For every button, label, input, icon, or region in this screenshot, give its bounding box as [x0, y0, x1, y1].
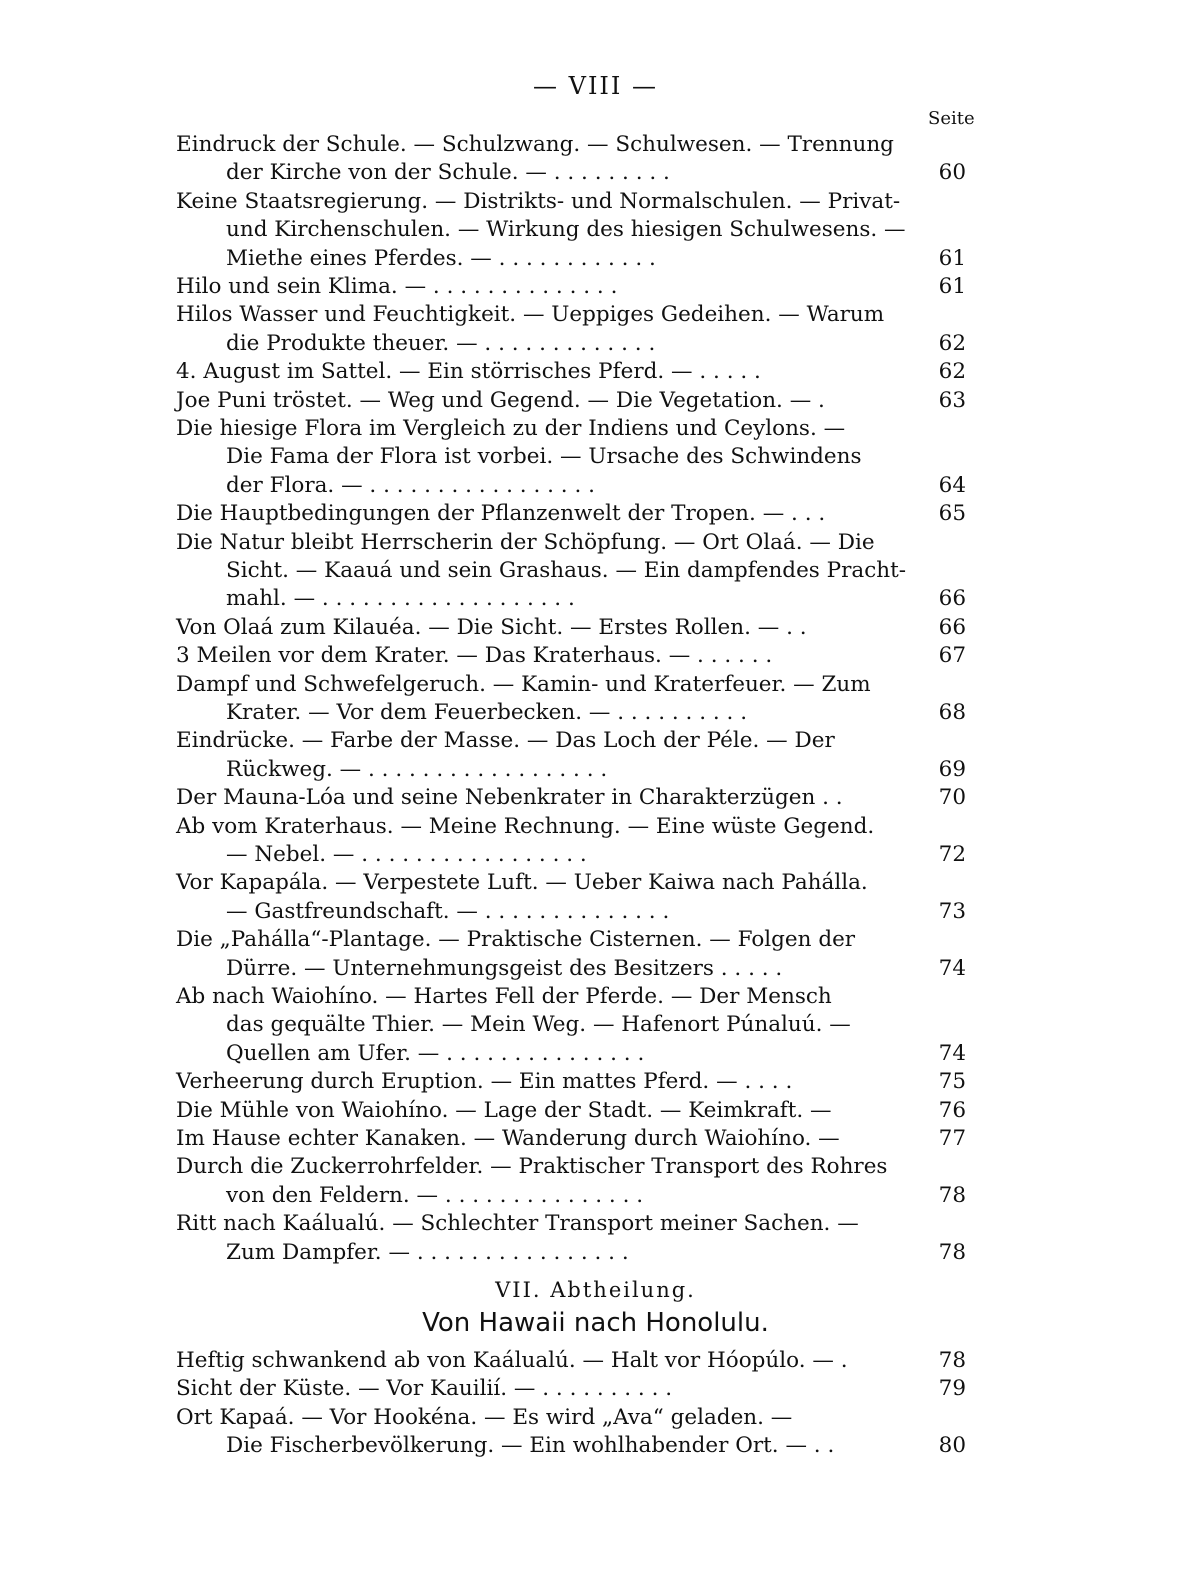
toc-page-number: 80: [938, 1433, 966, 1459]
toc-entry-text: das gequälte Thier. — Mein Weg. — Hafenort Púnaluú. —: [226, 1012, 851, 1038]
toc-page-number: 66: [938, 614, 966, 640]
toc-entry-text: Rückweg. — . . . . . . . . . . . . . . . . . .: [226, 756, 608, 782]
toc-page-number: 68: [938, 700, 966, 725]
toc-line: [0, 1039, 1191, 1069]
page-column-label: Seite: [928, 108, 975, 129]
toc-line: [0, 414, 1191, 444]
toc-entry-text: Hilos Wasser und Feuchtigkeit. — Ueppiges Gedeihen. — Warum: [176, 302, 885, 328]
toc-entry-text: Ort Kapaá. — Vor Hookéna. — Es wird „Ava“ geladen. —: [176, 1404, 793, 1430]
toc-page-number: 62: [938, 359, 966, 385]
toc-page-number: 78: [938, 1239, 966, 1265]
toc-line: [0, 897, 1191, 927]
toc-line: [0, 1067, 1191, 1097]
toc-page-number: 78: [938, 1348, 966, 1373]
toc-entry-text: Die Hauptbedingungen der Pflanzenwelt der Tropen. — . . .: [176, 501, 826, 527]
section-subtitle: Von Hawaii nach Honolulu.: [422, 1308, 769, 1338]
toc-page-number: 70: [938, 785, 966, 811]
toc-line: [0, 1403, 1191, 1433]
toc-line: [0, 215, 1191, 245]
toc-line: [0, 1431, 1191, 1461]
toc-line: [0, 698, 1191, 728]
toc-page-number: 66: [938, 586, 966, 612]
toc-page-number: 69: [938, 756, 966, 782]
toc-entry-text: Durch die Zuckerrohrfelder. — Praktischer Transport des Rohres: [176, 1154, 888, 1180]
toc-page-number: 62: [938, 330, 966, 356]
toc-line: [0, 1181, 1191, 1211]
toc-entry-text: mahl. — . . . . . . . . . . . . . . . . . . .: [226, 586, 575, 612]
toc-entry-text: — Gastfreundschaft. — . . . . . . . . . . . . . .: [226, 898, 670, 924]
toc-line: [0, 442, 1191, 472]
toc-entry-text: Krater. — Vor dem Feuerbecken. — . . . . . . . . . .: [226, 700, 748, 725]
toc-page-number: 67: [938, 643, 966, 669]
toc-page-number: 73: [938, 898, 966, 924]
toc-line: [0, 272, 1191, 302]
toc-line: [0, 868, 1191, 898]
toc-page-number: 65: [938, 501, 966, 527]
toc-page-number: 72: [938, 842, 966, 867]
toc-line: [0, 613, 1191, 643]
toc-entry-text: Miethe eines Pferdes. — . . . . . . . . . . . .: [226, 245, 656, 271]
toc-line: [0, 840, 1191, 870]
toc-page-number: 74: [938, 955, 966, 981]
toc-line: [0, 812, 1191, 842]
toc-page-number: 64: [938, 472, 966, 498]
toc-line: [0, 641, 1191, 671]
toc-page-number: 78: [938, 1182, 966, 1208]
toc-entry-text: 3 Meilen vor dem Krater. — Das Kraterhaus. — . . . . . .: [176, 643, 773, 669]
toc-line: [0, 528, 1191, 558]
toc-line: [0, 187, 1191, 217]
toc-entry-text: 4. August im Sattel. — Ein störrisches Pferd. — . . . . .: [176, 359, 761, 385]
toc-entry-text: Ritt nach Kaálualú. — Schlechter Transport meiner Sachen. —: [176, 1211, 859, 1237]
toc-page-number: 76: [938, 1097, 966, 1123]
toc-entry-text: Die Mühle von Waiohíno. — Lage der Stadt. — Keimkraft. —: [176, 1097, 832, 1123]
toc-line: [0, 244, 1191, 274]
toc-entry-text: der Kirche von der Schule. — . . . . . . . . .: [226, 160, 670, 186]
toc-entry-text: Die „Pahálla“-Plantage. — Praktische Cisternen. — Folgen der: [176, 927, 856, 953]
toc-line: [0, 386, 1191, 416]
toc-line: [0, 925, 1191, 955]
toc-line: [0, 499, 1191, 529]
toc-line: [0, 357, 1191, 387]
toc-line: [0, 130, 1191, 160]
toc-line: [0, 1346, 1191, 1376]
section-title: VII. Abtheilung.: [495, 1278, 696, 1302]
toc-entry-text: Die Natur bleibt Herrscherin der Schöpfung. — Ort Olaá. — Die: [176, 529, 875, 555]
toc-entry-text: Eindruck der Schule. — Schulzwang. — Schulwesen. — Trennung: [176, 132, 894, 157]
toc-entry-text: Ab nach Waiohíno. — Hartes Fell der Pferde. — Der Mensch: [176, 984, 832, 1009]
toc-line: [0, 1374, 1191, 1404]
toc-page-number: 61: [938, 274, 966, 299]
toc-line: [0, 670, 1191, 700]
toc-entry-text: Keine Staatsregierung. — Distrikts- und Normalschulen. — Privat-: [176, 188, 901, 214]
toc-entry-text: Dürre. — Unternehmungsgeist des Besitzers . . . . .: [226, 955, 783, 981]
toc-entry-text: Verheerung durch Eruption. — Ein mattes Pferd. — . . . .: [176, 1069, 793, 1095]
toc-entry-text: Ab vom Kraterhaus. — Meine Rechnung. — Eine wüste Gegend.: [176, 813, 875, 839]
toc-entry-text: von den Feldern. — . . . . . . . . . . . . . . .: [226, 1182, 644, 1208]
toc-line: [0, 1152, 1191, 1182]
toc-line: [0, 471, 1191, 501]
toc-entry-text: Die Fama der Flora ist vorbei. — Ursache des Schwindens: [226, 444, 862, 470]
toc-line: [0, 1010, 1191, 1040]
toc-entry-text: Der Mauna-Lóa und seine Nebenkrater in Charakterzügen . .: [176, 785, 843, 811]
toc-page-number: 77: [938, 1126, 966, 1151]
toc-entry-text: die Produkte theuer. — . . . . . . . . . . . . .: [226, 330, 656, 356]
toc-page-number: 75: [938, 1069, 966, 1095]
toc-entry-text: Joe Puni tröstet. — Weg und Gegend. — Die Vegetation. — .: [176, 387, 825, 413]
toc-line: [0, 755, 1191, 785]
toc-entry-text: Quellen am Ufer. — . . . . . . . . . . . . . . .: [226, 1040, 645, 1066]
toc-entry-text: Zum Dampfer. — . . . . . . . . . . . . . . . .: [226, 1239, 629, 1265]
toc-line: [0, 1096, 1191, 1126]
toc-line: [0, 954, 1191, 984]
page-header: — VIII —: [532, 72, 659, 100]
toc-entry-text: Heftig schwankend ab von Kaálualú. — Halt vor Hóopúlo. — .: [176, 1348, 848, 1373]
toc-entry-text: Vor Kapapála. — Verpestete Luft. — Ueber Kaiwa nach Pahálla.: [176, 870, 868, 896]
toc-line: [0, 1124, 1191, 1154]
toc-line: [0, 584, 1191, 614]
toc-entry-text: Von Olaá zum Kilauéa. — Die Sicht. — Erstes Rollen. — . .: [176, 614, 807, 640]
toc-entry-text: Die hiesige Flora im Vergleich zu der Indiens und Ceylons. —: [176, 416, 846, 441]
toc-page-number: 63: [938, 387, 966, 413]
toc-page-number: 60: [938, 160, 966, 186]
toc-entry-text: Sicht der Küste. — Vor Kauilií. — . . . . . . . . . .: [176, 1376, 673, 1402]
toc-entry-text: Hilo und sein Klima. — . . . . . . . . . . . . . .: [176, 274, 618, 299]
toc-entry-text: Die Fischerbevölkerung. — Ein wohlhabender Ort. — . .: [226, 1433, 835, 1459]
toc-line: [0, 783, 1191, 813]
toc-page-number: 79: [938, 1376, 966, 1402]
toc-entry-text: Sicht. — Kaauá und sein Grashaus. — Ein dampfendes Pracht-: [226, 558, 907, 583]
toc-line: [0, 1238, 1191, 1268]
toc-line: [0, 726, 1191, 756]
toc-entry-text: der Flora. — . . . . . . . . . . . . . . . . .: [226, 472, 595, 498]
toc-line: [0, 300, 1191, 330]
toc-line: [0, 329, 1191, 359]
toc-entry-text: und Kirchenschulen. — Wirkung des hiesigen Schulwesens. —: [226, 217, 906, 243]
toc-entry-text: — Nebel. — . . . . . . . . . . . . . . . . .: [226, 842, 587, 867]
toc-line: [0, 1209, 1191, 1239]
toc-line: [0, 982, 1191, 1012]
toc-page-number: 61: [938, 245, 966, 271]
toc-line: [0, 158, 1191, 188]
toc-line: [0, 556, 1191, 586]
toc-entry-text: Eindrücke. — Farbe der Masse. — Das Loch der Péle. — Der: [176, 728, 835, 754]
toc-entry-text: Im Hause echter Kanaken. — Wanderung durch Waiohíno. —: [176, 1126, 840, 1151]
toc-page-number: 74: [938, 1040, 966, 1066]
toc-entry-text: Dampf und Schwefelgeruch. — Kamin- und Kraterfeuer. — Zum: [176, 671, 871, 697]
